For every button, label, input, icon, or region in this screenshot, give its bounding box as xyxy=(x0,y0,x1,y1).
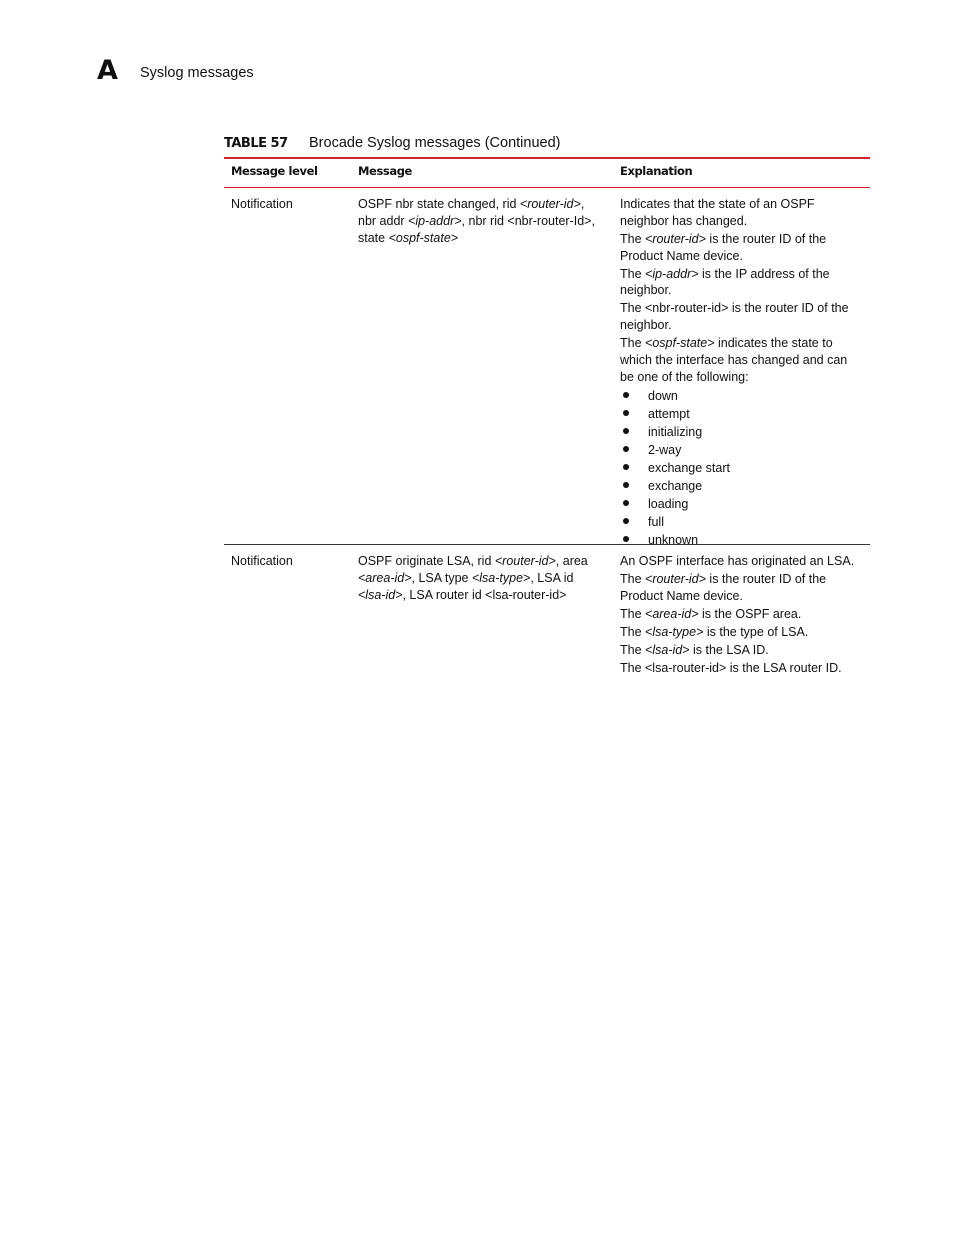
state-label: full xyxy=(648,514,664,529)
text-run: is the type of LSA. xyxy=(703,624,809,639)
state-label: 2-way xyxy=(648,442,682,457)
ospf-state-list xyxy=(620,387,862,549)
table-row xyxy=(224,188,870,545)
caption-bold: Syslog messages xyxy=(367,135,481,151)
explanation-paragraph xyxy=(620,553,862,570)
message-cell xyxy=(351,545,613,675)
placeholder-term: <router-id> xyxy=(645,231,706,246)
placeholder-term: <ospf-state> xyxy=(388,230,459,245)
text-run: The xyxy=(620,624,646,639)
text-run: , nbr addr xyxy=(358,197,585,228)
column-header-message-level: Message level xyxy=(231,164,318,178)
state-label: unknown xyxy=(648,532,699,547)
message-level-cell: Notification xyxy=(231,197,293,211)
placeholder-term: <lsa-type> xyxy=(645,624,704,639)
placeholder-term: <ip-addr> xyxy=(645,266,699,281)
text-run: The xyxy=(620,231,646,246)
message-cell xyxy=(351,188,613,544)
placeholder-term: <lsa-id> xyxy=(645,642,690,657)
text-run: , LSA router id <lsa-router-id> xyxy=(402,587,567,602)
text-run: is the LSA ID. xyxy=(689,642,769,657)
table-header-row xyxy=(224,159,870,188)
text-run: The xyxy=(620,266,646,281)
bullet-icon xyxy=(623,392,629,398)
text-run: , LSA type xyxy=(411,570,472,585)
text-run: is the IP address of the neighbor. xyxy=(620,266,830,298)
explanation-paragraph xyxy=(620,335,862,385)
explanation-cell xyxy=(613,188,870,547)
placeholder-term: <ospf-state> xyxy=(645,336,715,351)
text-run: The xyxy=(620,571,646,586)
explanation-paragraph xyxy=(620,606,862,623)
placeholder-term: <router-id> xyxy=(645,571,706,586)
bullet-icon xyxy=(623,428,629,434)
text-run: The <lsa-router-id> is the LSA router ID. xyxy=(620,660,842,675)
text-run: Indicates that the state of an OSPF neighbor has changed. xyxy=(620,197,815,228)
placeholder-term: <router-id> xyxy=(494,554,556,568)
chapter-letter: A xyxy=(97,55,118,86)
text-run: The xyxy=(620,606,646,621)
placeholder-term: <area-id> xyxy=(358,570,412,585)
explanation-paragraph xyxy=(620,660,862,677)
caption-suffix: (Continued) xyxy=(480,135,561,151)
text-run: The xyxy=(620,642,646,657)
running-header: Syslog messages xyxy=(140,65,254,81)
text-run: , LSA id xyxy=(530,570,574,585)
text-run: is the router ID of the Product Name device. xyxy=(620,231,827,263)
text-run: The <nbr-router-id> is the router ID of the neighbor. xyxy=(620,301,849,333)
caption-prefix: Brocade xyxy=(309,135,368,151)
explanation-paragraph xyxy=(620,196,862,230)
placeholder-term: <lsa-id> xyxy=(358,587,403,602)
explanation-paragraph xyxy=(620,571,862,605)
message-level-cell: Notification xyxy=(231,554,293,568)
text-run: An OSPF interface has originated an LSA. xyxy=(620,554,855,568)
explanation-cell xyxy=(613,545,870,675)
state-list-item xyxy=(620,423,862,441)
text-run: The xyxy=(620,336,646,351)
column-header-explanation: Explanation xyxy=(620,164,693,178)
explanation-paragraph xyxy=(620,300,862,334)
placeholder-term: <lsa-type> xyxy=(471,570,531,585)
bullet-icon xyxy=(623,500,629,506)
text-run: , nbr rid <nbr-router-Id>, state xyxy=(358,213,595,245)
table-row xyxy=(224,545,870,675)
bullet-icon xyxy=(623,446,629,452)
state-list-item xyxy=(620,477,862,495)
state-list-item xyxy=(620,495,862,513)
state-list-item xyxy=(620,387,862,405)
bullet-icon xyxy=(623,482,629,488)
text-run: is the OSPF area. xyxy=(698,606,802,621)
explanation-paragraph xyxy=(620,266,862,300)
explanation-paragraphs xyxy=(620,553,862,677)
table-label: TABLE 57 xyxy=(224,136,288,151)
state-label: loading xyxy=(648,496,689,511)
text-run: , area xyxy=(555,554,588,568)
state-label: attempt xyxy=(648,406,690,421)
table-caption xyxy=(224,135,560,151)
state-label: initializing xyxy=(648,424,703,439)
state-list-item xyxy=(620,459,862,477)
state-label: down xyxy=(648,388,678,403)
text-run: indicates the state to which the interface has changed and can be one of the following: xyxy=(620,336,848,384)
placeholder-term: <area-id> xyxy=(645,606,699,621)
state-list-item xyxy=(620,513,862,531)
explanation-paragraphs xyxy=(620,196,862,386)
state-label: exchange start xyxy=(648,460,730,475)
state-label: exchange xyxy=(648,478,703,493)
state-list-item xyxy=(620,405,862,423)
bullet-icon xyxy=(623,464,629,470)
state-list-item xyxy=(620,441,862,459)
syslog-table xyxy=(224,157,870,675)
text-run: is the router ID of the Product Name device. xyxy=(620,571,827,603)
placeholder-term: <router-id> xyxy=(519,197,581,211)
text-run: OSPF originate LSA, rid xyxy=(358,554,495,568)
explanation-paragraph xyxy=(620,642,862,659)
text-run: OSPF nbr state changed, rid xyxy=(358,197,520,211)
explanation-paragraph xyxy=(620,624,862,641)
explanation-paragraph xyxy=(620,231,862,265)
bullet-icon xyxy=(623,518,629,524)
column-header-message: Message xyxy=(358,164,412,178)
placeholder-term: <ip-addr> xyxy=(408,213,462,228)
bullet-icon xyxy=(623,410,629,416)
bullet-icon xyxy=(623,536,629,542)
